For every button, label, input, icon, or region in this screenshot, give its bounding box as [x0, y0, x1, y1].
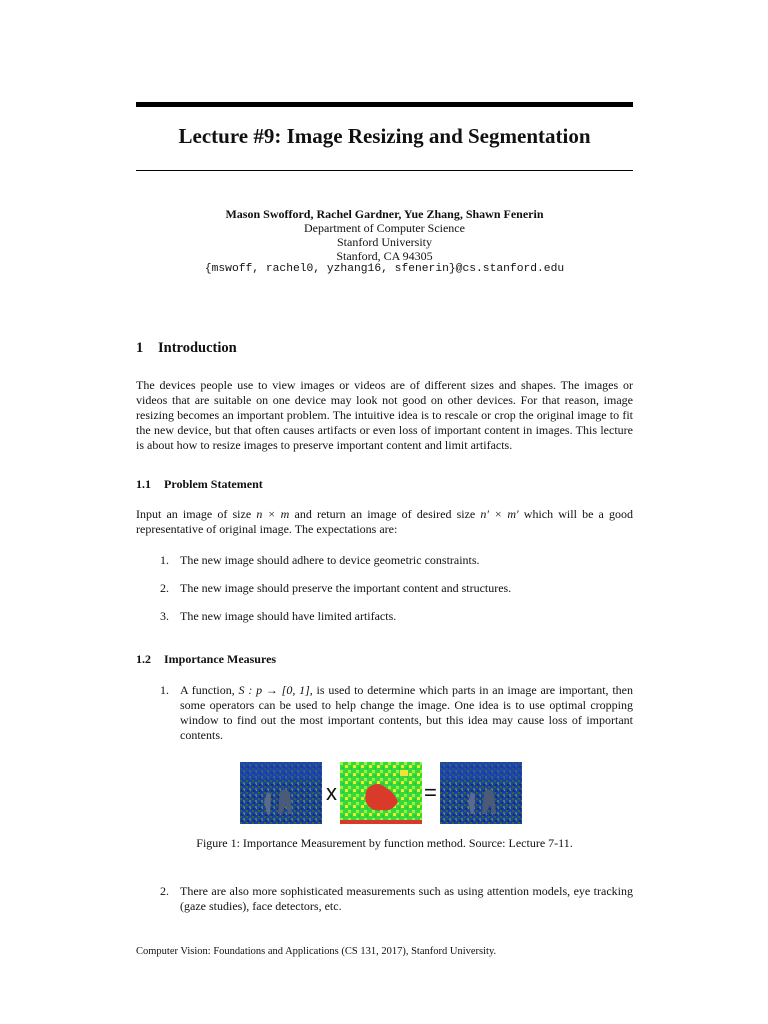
author-emails: {mswoff, rachel0, yzhang16, sfenerin}@cs.stanford.edu	[204, 263, 565, 275]
list-number: 3.	[160, 609, 169, 623]
math-size: n × m	[256, 507, 290, 521]
list-text: The new image should adhere to device geometric constraints.	[180, 553, 480, 567]
subsection-number: 1.2	[136, 652, 151, 666]
top-rule	[136, 102, 633, 107]
list-item	[162, 884, 633, 914]
text-run: and return an image of desired size	[289, 507, 481, 521]
section-title: Introduction	[158, 340, 237, 356]
list-item	[162, 609, 633, 624]
subsection-heading-problem-statement	[136, 477, 263, 492]
text-run: A function,	[180, 683, 239, 697]
list-number: 2.	[160, 581, 169, 595]
affiliation-department: Department of Computer Science	[304, 221, 465, 235]
affiliation-university: Stanford University	[337, 235, 432, 249]
page-footer: Computer Vision: Foundations and Applications (CS 131, 2017), Stanford University.	[136, 946, 497, 957]
figure-caption: Figure 1: Importance Measurement by function method. Source: Lecture 7-11.	[196, 836, 573, 850]
math-function: S : p → [0, 1]	[238, 683, 310, 697]
paper-title: Lecture #9: Image Resizing and Segmentation	[178, 124, 591, 148]
list-number: 2.	[160, 884, 169, 898]
list-text: The new image should have limited artifacts.	[180, 609, 397, 623]
section-heading-introduction	[136, 340, 237, 357]
subsection-heading-importance-measures	[136, 652, 276, 667]
subsection-title: Importance Measures	[164, 652, 277, 666]
importance-map	[340, 762, 422, 824]
equals-symbol: =	[424, 780, 437, 805]
text-run: , is used to determine which parts in an image are important, then some operators can be used to help change the image. One idea is to use optimal cropping window to find out the most important contents, but this idea may cause loss of important contents.	[180, 683, 633, 742]
list-item	[162, 553, 633, 568]
list-text: The new image should preserve the important content and structures.	[180, 581, 512, 595]
affiliation-address: Stanford, CA 94305	[336, 249, 433, 263]
list-number: 1.	[160, 553, 169, 567]
list-number: 1.	[160, 683, 169, 697]
text-run: which will be a good representative of original image. The expectations are:	[136, 507, 633, 536]
text-run: Input an image of size	[136, 507, 257, 521]
list-item	[162, 581, 633, 596]
author-list: Mason Swofford, Rachel Gardner, Yue Zhang, Shawn Fenerin	[225, 207, 544, 221]
list-text: There are also more sophisticated measurements such as using attention models, eye tracking (gaze studies), face detectors, etc.	[180, 884, 633, 913]
subsection-number: 1.1	[136, 477, 151, 491]
section-number: 1	[136, 340, 144, 356]
math-desired-size: n′ × m′	[480, 507, 519, 521]
original-image	[240, 762, 322, 824]
list-text	[162, 683, 633, 743]
multiply-symbol: x	[326, 780, 337, 805]
intro-paragraph: The devices people use to view images or videos are of different sizes and shapes. The images or videos that are suitable on one device may look not good on other devices. For that reason, image resizing becomes an important problem. The intuitive idea is to rescale or crop the original image to fit the new device, but that often causes artifacts or even loss of important content in images. This lecture is about how to resize images to preserve important content and limit artifacts.	[136, 378, 633, 452]
title-rule	[136, 170, 633, 171]
result-image	[440, 762, 522, 824]
problem-paragraph	[136, 507, 633, 537]
subsection-title: Problem Statement	[164, 477, 263, 491]
list-item	[162, 683, 633, 743]
